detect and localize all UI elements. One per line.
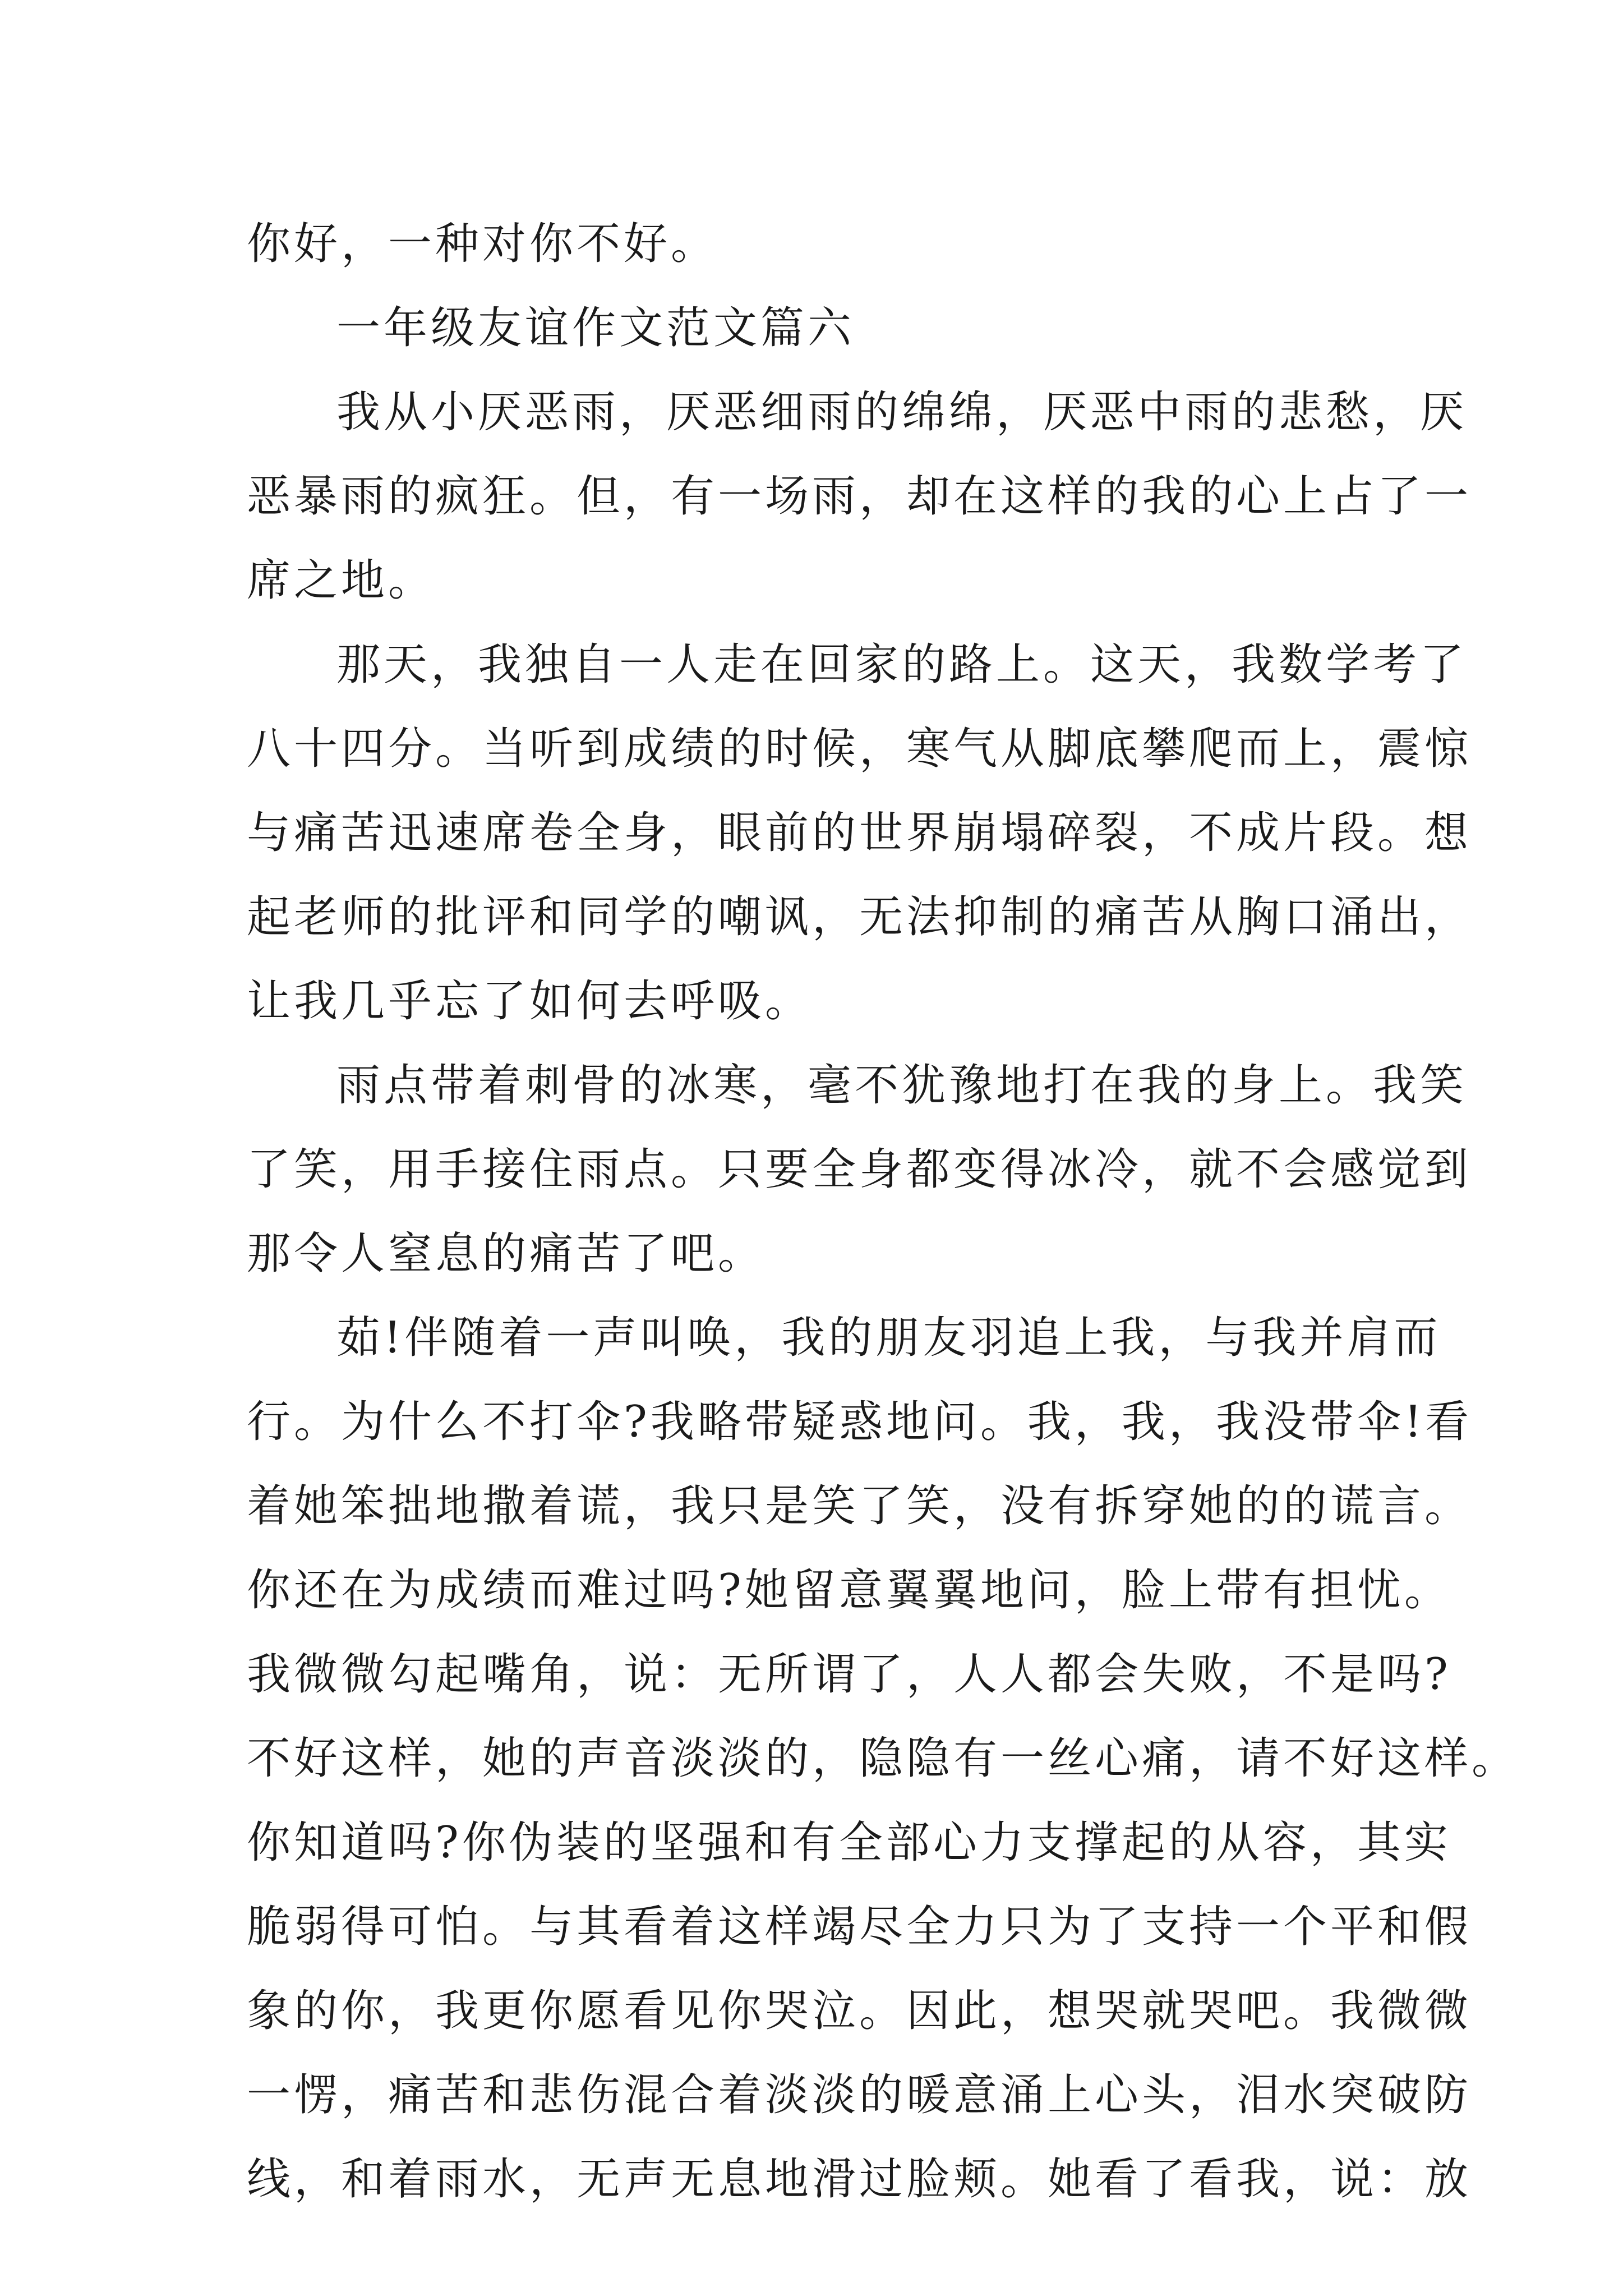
text-line: 线，和着雨水，无声无息地滑过脸颊。她看了看我，说：放 bbox=[247, 2154, 1472, 2205]
text-line: 你好，一种对你不好。 bbox=[247, 219, 718, 269]
text-line: 你知道吗?你伪装的坚强和有全部心力支撑起的从容，其实 bbox=[247, 1818, 1451, 1868]
essay-text bbox=[247, 202, 1519, 2221]
text-line: 我从小厌恶雨，厌恶细雨的绵绵，厌恶中雨的悲愁，厌 bbox=[336, 387, 1468, 438]
text-line: 我微微勾起嘴角，说：无所谓了，人人都会失败，不是吗? bbox=[247, 1649, 1451, 1700]
text-line: 一愣，痛苦和悲伤混合着淡淡的暖意涌上心头，泪水突破防 bbox=[247, 2070, 1472, 2120]
text-line: 不好这样，她的声音淡淡的，隐隐有一丝心痛，请不好这样。 bbox=[247, 1733, 1519, 1784]
text-line: 脆弱得可怕。与其看着这样竭尽全力只为了支持一个平和假 bbox=[247, 1902, 1472, 1952]
section-heading: 一年级友谊作文范文篇六 bbox=[336, 303, 855, 353]
text-line: 那天，我独自一人走在回家的路上。这天，我数学考了 bbox=[336, 639, 1468, 690]
text-line: 茹!伴随着一声叫唤，我的朋友羽追上我，与我并肩而 bbox=[336, 1313, 1441, 1363]
text-line: 让我几乎忘了如何去呼吸。 bbox=[247, 976, 813, 1027]
text-line: 恶暴雨的疯狂。但，有一场雨，却在这样的我的心上占了一 bbox=[247, 471, 1472, 522]
text-line: 行。为什么不打伞?我略带疑惑地问。我，我，我没带伞!看 bbox=[247, 1397, 1473, 1447]
text-line: 雨点带着刺骨的冰寒，毫不犹豫地打在我的身上。我笑 bbox=[336, 1060, 1468, 1111]
text-line: 那令人窒息的痛苦了吧。 bbox=[247, 1228, 766, 1279]
text-line: 席之地。 bbox=[247, 555, 436, 606]
text-line: 八十四分。当听到成绩的时候，寒气从脚底攀爬而上，震惊 bbox=[247, 724, 1472, 774]
text-line: 你还在为成绩而难过吗?她留意翼翼地问，脸上带有担忧。 bbox=[247, 1565, 1451, 1616]
text-line: 与痛苦迅速席卷全身，眼前的世界崩塌碎裂，不成片段。想 bbox=[247, 808, 1472, 858]
text-line: 起老师的批评和同学的嘲讽，无法抑制的痛苦从胸口涌出， bbox=[247, 892, 1472, 942]
text-line: 象的你，我更你愿看见你哭泣。因此，想哭就哭吧。我微微 bbox=[247, 1986, 1472, 2036]
text-line: 了笑，用手接住雨点。只要全身都变得冰冷，就不会感觉到 bbox=[247, 1144, 1472, 1195]
text-line: 着她笨拙地撒着谎，我只是笑了笑，没有拆穿她的的谎言。 bbox=[247, 1481, 1472, 1531]
